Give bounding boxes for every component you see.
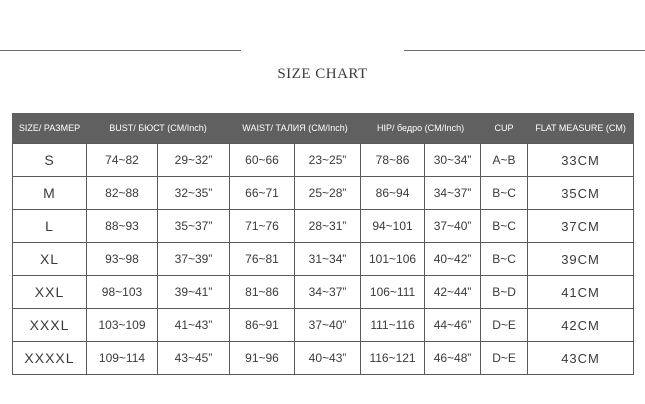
- header-bust: BUST/ БЮСТ (CM/Inch): [87, 113, 230, 144]
- header-size: SIZE/ РАЗМЕР: [13, 113, 87, 144]
- flat-measure-cell: 35CM: [528, 177, 634, 210]
- waist-cm-cell: 91~96: [230, 342, 295, 375]
- bust-inch-cell: 41~43”: [158, 309, 230, 342]
- waist-cm-cell: 71~76: [230, 210, 295, 243]
- bust-inch-cell: 32~35”: [158, 177, 230, 210]
- hip-cm-cell: 106~111: [361, 276, 425, 309]
- size-cell: XXL: [13, 276, 87, 309]
- header-cup: CUP: [481, 113, 528, 144]
- hip-inch-cell: 34~37”: [425, 177, 481, 210]
- hip-cm-cell: 94~101: [361, 210, 425, 243]
- bust-inch-cell: 37~39”: [158, 243, 230, 276]
- size-chart-table: [12, 113, 634, 375]
- flat-measure-cell: 43CM: [528, 342, 634, 375]
- bust-cm-cell: 103~109: [87, 309, 158, 342]
- waist-cm-cell: 81~86: [230, 276, 295, 309]
- flat-measure-cell: 39CM: [528, 243, 634, 276]
- bust-cm-cell: 82~88: [87, 177, 158, 210]
- size-cell: M: [13, 177, 87, 210]
- waist-inch-cell: 40~43”: [295, 342, 361, 375]
- size-cell: XXXL: [13, 309, 87, 342]
- waist-inch-cell: 23~25”: [295, 144, 361, 177]
- page-title: SIZE CHART: [277, 66, 368, 82]
- size-cell: XL: [13, 243, 87, 276]
- header-flat-measure: FLAT MEASURE (CM): [528, 113, 634, 144]
- hip-inch-cell: 37~40”: [425, 210, 481, 243]
- table-row: [13, 177, 634, 210]
- hip-inch-cell: 30~34”: [425, 144, 481, 177]
- cup-cell: A~B: [481, 144, 528, 177]
- hip-cm-cell: 116~121: [361, 342, 425, 375]
- cup-cell: B~C: [481, 243, 528, 276]
- bust-inch-cell: 29~32”: [158, 144, 230, 177]
- cup-cell: B~D: [481, 276, 528, 309]
- hip-inch-cell: 46~48”: [425, 342, 481, 375]
- hip-inch-cell: 42~44”: [425, 276, 481, 309]
- waist-inch-cell: 37~40”: [295, 309, 361, 342]
- waist-cm-cell: 60~66: [230, 144, 295, 177]
- bust-inch-cell: 39~41”: [158, 276, 230, 309]
- bust-inch-cell: 43~45”: [158, 342, 230, 375]
- waist-inch-cell: 31~34”: [295, 243, 361, 276]
- hip-inch-cell: 44~46”: [425, 309, 481, 342]
- table-row: [13, 243, 634, 276]
- flat-measure-cell: 41CM: [528, 276, 634, 309]
- table-row: [13, 309, 634, 342]
- flat-measure-cell: 42CM: [528, 309, 634, 342]
- waist-inch-cell: 28~31”: [295, 210, 361, 243]
- header-row: [13, 113, 634, 144]
- table-row: [13, 342, 634, 375]
- title-divider-left: [0, 50, 241, 51]
- bust-cm-cell: 74~82: [87, 144, 158, 177]
- table-row: [13, 144, 634, 177]
- size-cell: S: [13, 144, 87, 177]
- bust-cm-cell: 109~114: [87, 342, 158, 375]
- header-hip: HIP/ бедро (CM/Inch): [361, 113, 481, 144]
- waist-inch-cell: 34~37”: [295, 276, 361, 309]
- waist-inch-cell: 25~28”: [295, 177, 361, 210]
- flat-measure-cell: 37CM: [528, 210, 634, 243]
- title-divider-right: [404, 50, 645, 51]
- hip-inch-cell: 40~42”: [425, 243, 481, 276]
- table-row: [13, 276, 634, 309]
- size-cell: XXXXL: [13, 342, 87, 375]
- hip-cm-cell: 86~94: [361, 177, 425, 210]
- flat-measure-cell: 33CM: [528, 144, 634, 177]
- table-row: [13, 210, 634, 243]
- cup-cell: D~E: [481, 342, 528, 375]
- bust-cm-cell: 93~98: [87, 243, 158, 276]
- hip-cm-cell: 111~116: [361, 309, 425, 342]
- cup-cell: D~E: [481, 309, 528, 342]
- hip-cm-cell: 78~86: [361, 144, 425, 177]
- waist-cm-cell: 66~71: [230, 177, 295, 210]
- cup-cell: B~C: [481, 210, 528, 243]
- waist-cm-cell: 76~81: [230, 243, 295, 276]
- bust-inch-cell: 35~37”: [158, 210, 230, 243]
- size-cell: L: [13, 210, 87, 243]
- cup-cell: B~C: [481, 177, 528, 210]
- hip-cm-cell: 101~106: [361, 243, 425, 276]
- header-waist: WAIST/ ТАЛИЯ (CM/Inch): [230, 113, 361, 144]
- bust-cm-cell: 88~93: [87, 210, 158, 243]
- bust-cm-cell: 98~103: [87, 276, 158, 309]
- waist-cm-cell: 86~91: [230, 309, 295, 342]
